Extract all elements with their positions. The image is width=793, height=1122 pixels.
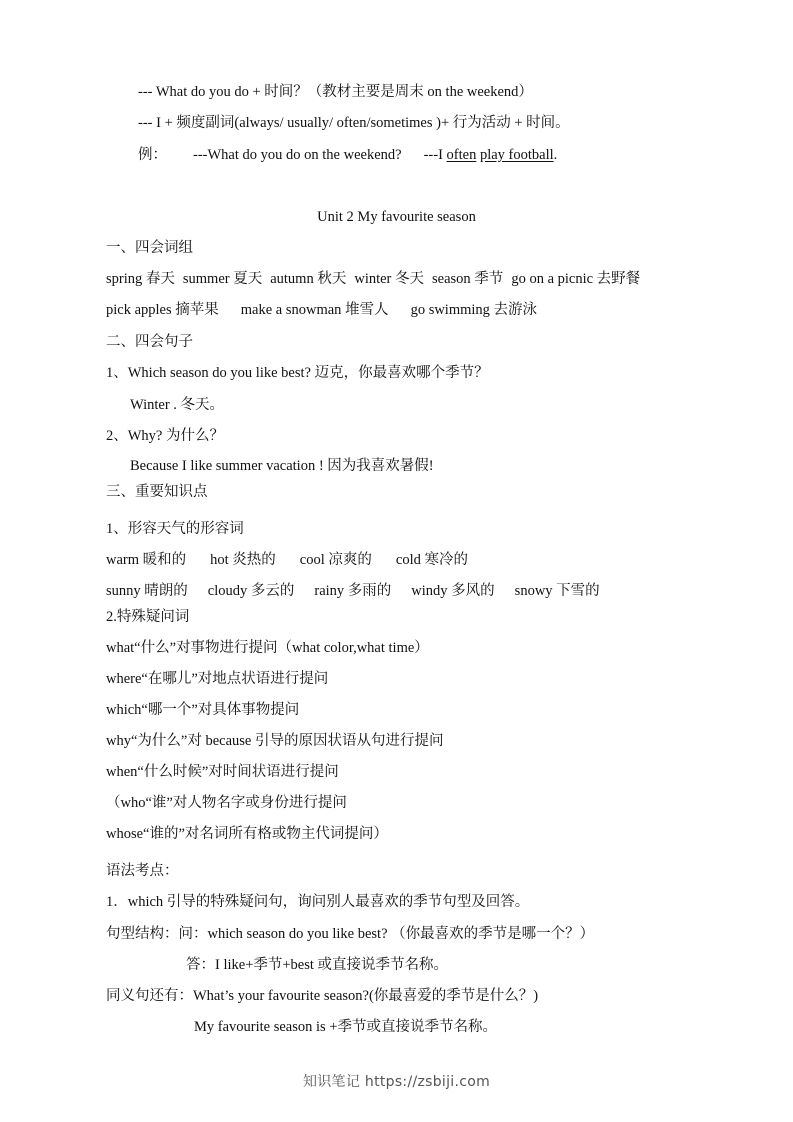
- example-question: ---What do you do on the weekend?: [193, 147, 402, 163]
- example-underline-often: often: [446, 147, 477, 163]
- vocab-row-1: [106, 269, 640, 289]
- adjective-item: rainy 多雨的: [314, 583, 392, 599]
- vocab-item: make a snowman 堆雪人: [240, 302, 389, 318]
- grammar-structure: 句型结构：问：which season do you like best? （你最喜欢的季节是哪一个？）: [106, 926, 595, 942]
- intro-line-2: --- I + 频度副词(always/ usually/ often/sometimes )+ 行为活动 + 时间。: [138, 115, 570, 131]
- subsection-adjectives: 1、形容天气的形容词: [106, 521, 244, 537]
- vocab-item: winter 冬天: [354, 271, 425, 287]
- grammar-answer: 答：I like+季节+best 或直接说季节名称。: [186, 957, 449, 973]
- example-underline-play-football: play football: [479, 147, 554, 163]
- question-word-line: where“在哪儿”对地点状语进行提问: [106, 671, 329, 687]
- grammar-synonym-answer: My favourite season is +季节或直接说季节名称。: [194, 1019, 497, 1035]
- grammar-point-1: 1．which 引导的特殊疑问句，询问别人最喜欢的季节句型及回答。: [106, 894, 530, 910]
- adjective-item: warm 暖和的: [106, 552, 187, 568]
- sentence-q1: 1、Which season do you like best? 迈克，你最喜欢哪个季节？: [106, 365, 489, 381]
- adjective-item: cold 寒冷的: [395, 552, 468, 568]
- example-label: 例：: [138, 147, 167, 163]
- example-answer-prefix: ---I: [423, 147, 447, 163]
- intro-line-1: --- What do you do + 时间？（教材主要是周末 on the weekend）: [138, 84, 533, 100]
- adjective-item: snowy 下雪的: [514, 583, 600, 599]
- unit-title: Unit 2 My favourite season: [317, 209, 476, 225]
- intro-example: 例： ---What do you do on the weekend? ---I often play football.: [138, 147, 558, 163]
- vocab-item: go swimming 去游泳: [410, 302, 538, 318]
- vocab-item: pick apples 摘苹果: [106, 302, 219, 318]
- question-word-line: why“为什么”对 because 引导的原因状语从句进行提问: [106, 733, 444, 749]
- adjective-item: cool 凉爽的: [299, 552, 372, 568]
- footer-watermark: 知识笔记 https://zsbiji.com: [302, 1074, 491, 1090]
- adjective-row-1: [106, 550, 468, 570]
- sentence-a1: Winter . 冬天。: [130, 397, 225, 413]
- adjective-item: sunny 晴朗的: [106, 583, 188, 599]
- grammar-synonym: 同义句还有：What’s your favourite season?(你最喜爱的季节是什么？): [106, 988, 539, 1004]
- adjective-item: hot 炎热的: [210, 552, 276, 568]
- subsection-question-words: 2.特殊疑问词: [106, 609, 190, 625]
- section-1-heading: 一、四会词组: [106, 240, 193, 256]
- section-2-heading: 二、四会句子: [106, 334, 193, 350]
- adjective-row-2: [106, 581, 600, 601]
- vocab-row-2: [106, 300, 537, 320]
- grammar-heading: 语法考点：: [106, 863, 179, 879]
- adjective-item: windy 多风的: [411, 583, 495, 599]
- vocab-item: season 季节: [432, 271, 504, 287]
- adjective-item: cloudy 多云的: [207, 583, 295, 599]
- vocab-item: summer 夏天: [182, 271, 263, 287]
- question-word-line: （who“谁”对人物名字或身份进行提问: [106, 795, 347, 811]
- question-word-line: when“什么时候”对时间状语进行提问: [106, 764, 339, 780]
- sentence-q2: 2、Why? 为什么？: [106, 428, 224, 444]
- vocab-item: spring 春天: [106, 271, 175, 287]
- question-word-line: what“什么”对事物进行提问（what color,what time）: [106, 640, 429, 656]
- vocab-item: autumn 秋天: [270, 271, 347, 287]
- sentence-a2: Because I like summer vacation ! 因为我喜欢暑假!: [130, 458, 434, 474]
- vocab-item: go on a picnic 去野餐: [511, 271, 641, 287]
- question-word-line: whose“谁的”对名词所有格或物主代词提问）: [106, 826, 388, 842]
- question-word-line: which“哪一个”对具体事物提问: [106, 702, 300, 718]
- section-3-heading: 三、重要知识点: [106, 484, 208, 500]
